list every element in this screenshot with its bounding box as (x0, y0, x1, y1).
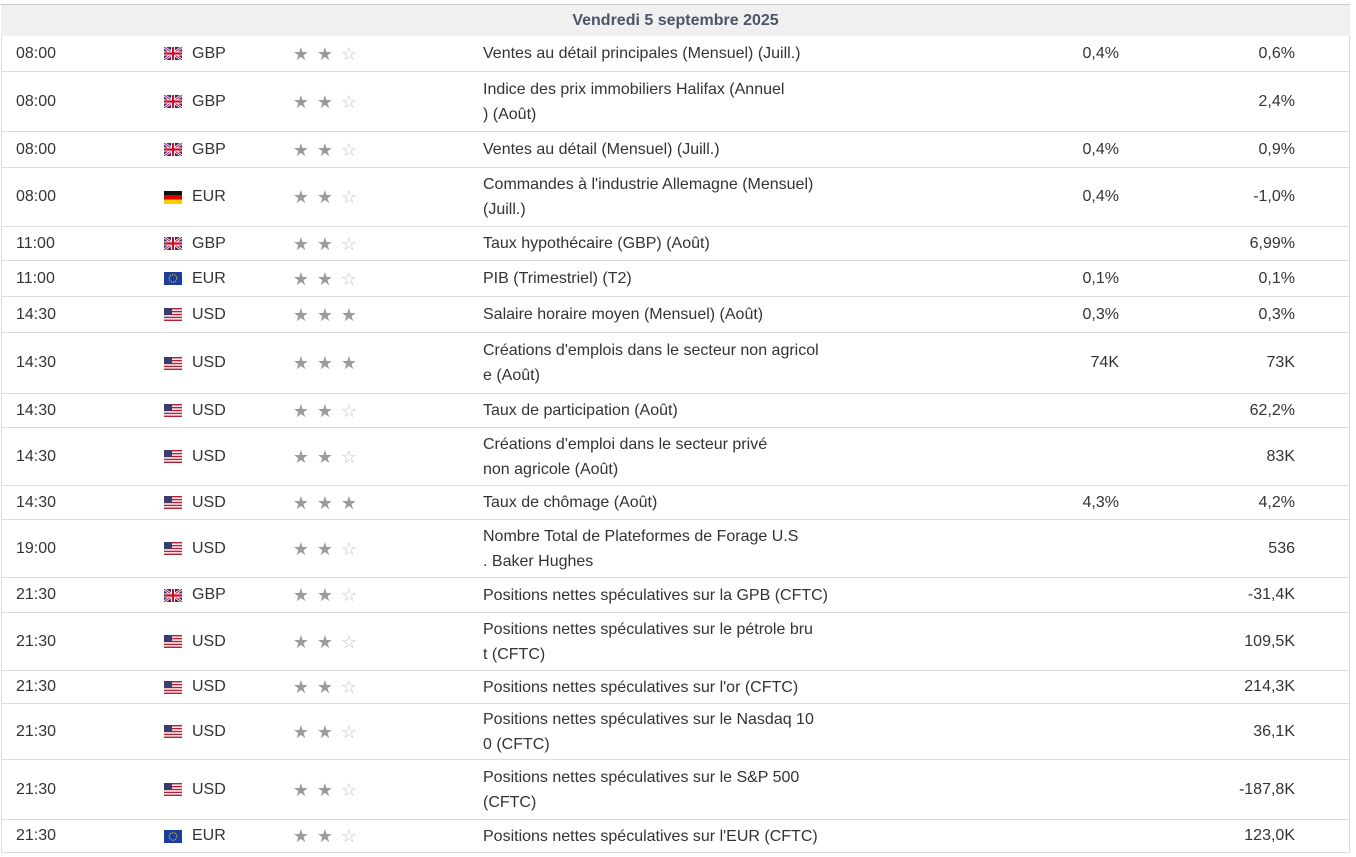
event-time: 08:00 (16, 44, 57, 62)
event-name[interactable] (483, 132, 868, 167)
star-filled-icon: ★ (340, 304, 358, 325)
event-name-line: Positions nettes spéculatives sur le S&P 500 (483, 768, 800, 786)
event-name[interactable] (483, 428, 868, 485)
currency-code: GBP (192, 92, 226, 110)
germany-flag-icon (164, 191, 182, 204)
star-filled-icon: ★ (316, 187, 334, 207)
star-outline-icon: ☆ (340, 268, 358, 289)
star-filled-icon: ★ (292, 677, 310, 697)
event-row[interactable] (1, 671, 1350, 704)
event-actual: 73K (1266, 354, 1295, 371)
event-name-line: Nombre Total de Plateformes de Forage U.S (483, 527, 799, 545)
event-name-line: t (CFTC) (483, 645, 546, 663)
event-name[interactable] (483, 820, 868, 852)
event-previous: 0,3% (1082, 305, 1119, 323)
event-name-line: Positions nettes spéculatives sur le Nasdaq 10 (483, 710, 814, 728)
event-previous: 0,4% (1082, 188, 1119, 205)
event-row[interactable] (1, 333, 1350, 394)
star-filled-icon: ★ (292, 187, 310, 207)
uk-flag-icon (164, 237, 182, 250)
event-name[interactable] (483, 168, 868, 226)
currency-code: USD (192, 539, 226, 557)
importance-rating (289, 520, 379, 577)
event-currency (164, 671, 284, 703)
event-name-line: Commandes à l'industrie Allemagne (Mensuel) (483, 176, 814, 193)
currency-code: EUR (192, 188, 226, 205)
event-actual: 536 (1268, 539, 1295, 557)
event-name[interactable] (483, 578, 868, 612)
currency-code: USD (192, 305, 226, 323)
event-name-line: non agricole (Août) (483, 460, 619, 478)
event-actual: -1,0% (1253, 188, 1295, 205)
star-filled-icon: ★ (292, 91, 310, 112)
star-outline-icon: ☆ (340, 400, 358, 421)
event-currency (164, 132, 284, 167)
star-outline-icon: ☆ (340, 677, 358, 697)
eu-flag-icon (164, 272, 182, 285)
star-filled-icon: ★ (292, 400, 310, 421)
event-previous (1002, 227, 1119, 260)
star-outline-icon: ☆ (340, 43, 358, 64)
event-time: 21:30 (16, 722, 57, 740)
star-outline-icon: ☆ (340, 91, 358, 112)
event-row[interactable] (1, 760, 1350, 820)
event-previous: 74K (1090, 354, 1119, 371)
event-currency (164, 227, 284, 260)
star-filled-icon: ★ (292, 139, 310, 160)
star-filled-icon: ★ (292, 233, 310, 254)
star-filled-icon: ★ (316, 353, 334, 373)
event-previous: 0,4% (1082, 44, 1119, 62)
event-row[interactable] (1, 428, 1350, 486)
currency-code: USD (192, 354, 226, 371)
event-name[interactable] (483, 613, 868, 670)
event-name[interactable] (483, 704, 868, 759)
event-currency (164, 578, 284, 612)
star-filled-icon: ★ (292, 43, 310, 64)
currency-code: GBP (192, 234, 226, 252)
star-outline-icon: ☆ (340, 631, 358, 652)
us-flag-icon (164, 725, 182, 738)
event-name-line: Indice des prix immobiliers Halifax (Annuel (483, 80, 785, 98)
star-filled-icon: ★ (292, 585, 310, 605)
event-previous (1002, 820, 1119, 852)
event-row[interactable] (1, 132, 1350, 168)
event-actual: -31,4K (1247, 586, 1295, 603)
event-name-line: Ventes au détail principales (Mensuel) (Juill.) (483, 45, 801, 62)
star-filled-icon: ★ (292, 304, 310, 325)
star-filled-icon: ★ (292, 631, 310, 652)
star-filled-icon: ★ (292, 353, 310, 373)
event-time: 21:30 (16, 827, 57, 844)
importance-rating (289, 297, 379, 332)
star-outline-icon: ☆ (340, 139, 358, 160)
event-row[interactable] (1, 704, 1350, 760)
event-previous (1002, 428, 1119, 485)
currency-code: USD (192, 401, 226, 419)
currency-code: USD (192, 780, 226, 798)
star-filled-icon: ★ (292, 826, 310, 846)
event-row[interactable] (1, 520, 1350, 578)
event-previous (1002, 520, 1119, 577)
event-name-line: 0 (CFTC) (483, 735, 550, 753)
importance-rating (289, 394, 379, 427)
event-currency (164, 704, 284, 759)
star-outline-icon: ☆ (340, 538, 358, 559)
event-row[interactable] (1, 168, 1350, 227)
currency-code: EUR (192, 827, 226, 844)
event-time: 08:00 (16, 140, 57, 158)
event-currency (164, 333, 284, 393)
event-time: 21:30 (16, 678, 57, 695)
date-header: Vendredi 5 septembre 2025 (1, 4, 1350, 37)
event-row[interactable] (1, 820, 1350, 853)
event-row[interactable] (1, 578, 1350, 613)
currency-code: GBP (192, 586, 226, 603)
event-previous (1002, 72, 1119, 131)
star-filled-icon: ★ (316, 268, 334, 289)
importance-rating (289, 760, 379, 819)
uk-flag-icon (164, 95, 182, 108)
star-filled-icon: ★ (316, 538, 334, 559)
event-currency (164, 36, 284, 71)
event-name-line: Taux de chômage (Août) (483, 494, 658, 511)
event-previous: 0,4% (1082, 140, 1119, 158)
event-name[interactable] (483, 520, 868, 577)
event-time: 14:30 (16, 305, 57, 323)
importance-rating (289, 578, 379, 612)
importance-rating (289, 428, 379, 485)
star-filled-icon: ★ (340, 492, 358, 513)
star-filled-icon: ★ (292, 446, 310, 467)
event-name-line: . Baker Hughes (483, 552, 594, 570)
star-filled-icon: ★ (316, 721, 334, 742)
event-actual: 0,1% (1258, 269, 1295, 287)
event-name-line: PIB (Trimestriel) (T2) (483, 270, 632, 287)
us-flag-icon (164, 450, 182, 463)
event-name-line: e (Août) (483, 367, 540, 384)
us-flag-icon (164, 783, 182, 796)
event-currency (164, 820, 284, 852)
event-previous (1002, 613, 1119, 670)
event-name-line: Créations d'emplois dans le secteur non agricol (483, 342, 819, 359)
us-flag-icon (164, 308, 182, 321)
importance-rating (289, 671, 379, 703)
event-time: 19:00 (16, 539, 57, 557)
event-time: 11:00 (16, 269, 55, 287)
event-time: 21:30 (16, 632, 57, 650)
event-name[interactable] (483, 261, 868, 296)
star-filled-icon: ★ (292, 492, 310, 513)
event-currency (164, 486, 284, 519)
event-name[interactable] (483, 227, 868, 260)
star-filled-icon: ★ (316, 677, 334, 697)
event-name[interactable] (483, 36, 868, 71)
us-flag-icon (164, 496, 182, 509)
event-previous (1002, 578, 1119, 612)
event-currency (164, 72, 284, 131)
importance-rating (289, 261, 379, 296)
importance-rating (289, 486, 379, 519)
event-actual: 214,3K (1244, 678, 1295, 695)
event-row[interactable] (1, 613, 1350, 671)
eu-flag-icon (164, 830, 182, 843)
currency-code: USD (192, 493, 226, 511)
event-time: 08:00 (16, 188, 57, 205)
event-currency (164, 760, 284, 819)
event-name-line: Positions nettes spéculatives sur la GPB (CFTC) (483, 586, 829, 604)
importance-rating (289, 36, 379, 71)
star-filled-icon: ★ (292, 721, 310, 742)
event-currency (164, 428, 284, 485)
star-filled-icon: ★ (292, 538, 310, 559)
event-name[interactable] (483, 297, 868, 332)
event-name-line: Créations d'emploi dans le secteur privé (483, 435, 768, 453)
event-name-line: (CFTC) (483, 793, 537, 811)
event-time: 14:30 (16, 447, 57, 465)
event-name-line: Ventes au détail (Mensuel) (Juill.) (483, 141, 720, 158)
event-row[interactable] (1, 394, 1350, 428)
event-row[interactable] (1, 36, 1350, 72)
importance-rating (289, 333, 379, 393)
event-row[interactable] (1, 486, 1350, 520)
event-row[interactable] (1, 261, 1350, 297)
event-name[interactable] (483, 333, 868, 393)
event-currency (164, 261, 284, 296)
star-filled-icon: ★ (316, 91, 334, 112)
event-name[interactable] (483, 671, 868, 703)
event-name-line: Positions nettes spéculatives sur l'EUR (CFTC) (483, 827, 818, 845)
event-previous (1002, 671, 1119, 703)
event-time: 14:30 (16, 493, 57, 511)
event-time: 14:30 (16, 401, 57, 419)
event-row[interactable] (1, 297, 1350, 333)
us-flag-icon (164, 542, 182, 555)
event-actual: 123,0K (1244, 827, 1295, 844)
star-filled-icon: ★ (316, 139, 334, 160)
star-filled-icon: ★ (316, 304, 334, 325)
star-filled-icon: ★ (292, 268, 310, 289)
event-name-line: Taux hypothécaire (GBP) (Août) (483, 235, 710, 252)
currency-code: GBP (192, 44, 226, 62)
star-filled-icon: ★ (316, 492, 334, 513)
star-outline-icon: ☆ (340, 233, 358, 254)
event-name-line: (Juill.) (483, 201, 526, 218)
star-filled-icon: ★ (316, 43, 334, 64)
uk-flag-icon (164, 47, 182, 60)
event-name[interactable] (483, 394, 868, 427)
event-time: 14:30 (16, 354, 57, 371)
star-outline-icon: ☆ (340, 779, 358, 800)
event-name-line: Positions nettes spéculatives sur le pétrole bru (483, 620, 813, 638)
event-previous (1002, 704, 1119, 759)
uk-flag-icon (164, 143, 182, 156)
star-filled-icon: ★ (316, 631, 334, 652)
star-filled-icon: ★ (316, 400, 334, 421)
event-name-line: Positions nettes spéculatives sur l'or (CFTC) (483, 678, 799, 696)
event-actual: 2,4% (1258, 92, 1295, 110)
us-flag-icon (164, 404, 182, 417)
event-actual: 62,2% (1249, 401, 1295, 419)
event-actual: 0,3% (1258, 305, 1295, 323)
event-actual: 36,1K (1253, 722, 1295, 740)
event-name-line: Salaire horaire moyen (Mensuel) (Août) (483, 306, 764, 323)
event-actual: 0,6% (1258, 44, 1295, 62)
event-actual: 109,5K (1244, 632, 1295, 650)
economic-calendar (1, 0, 1350, 853)
event-actual: 6,99% (1249, 234, 1295, 252)
star-filled-icon: ★ (316, 826, 334, 846)
event-time: 21:30 (16, 586, 57, 603)
event-currency (164, 297, 284, 332)
currency-code: GBP (192, 140, 226, 158)
event-row[interactable] (1, 227, 1350, 261)
star-outline-icon: ☆ (340, 721, 358, 742)
event-name-line: ) (Août) (483, 105, 537, 123)
event-time: 21:30 (16, 780, 57, 798)
importance-rating (289, 613, 379, 670)
event-actual: 83K (1266, 447, 1295, 465)
currency-code: USD (192, 632, 226, 650)
star-outline-icon: ☆ (340, 446, 358, 467)
uk-flag-icon (164, 589, 182, 602)
importance-rating (289, 704, 379, 759)
event-actual: 0,9% (1258, 140, 1295, 158)
star-filled-icon: ★ (340, 353, 358, 373)
importance-rating (289, 72, 379, 131)
importance-rating (289, 132, 379, 167)
us-flag-icon (164, 635, 182, 648)
event-currency (164, 394, 284, 427)
event-previous: 0,1% (1082, 269, 1119, 287)
event-previous (1002, 394, 1119, 427)
currency-code: USD (192, 447, 226, 465)
event-time: 11:00 (16, 234, 55, 252)
event-name[interactable] (483, 72, 868, 131)
currency-code: USD (192, 678, 226, 695)
star-filled-icon: ★ (316, 233, 334, 254)
event-name[interactable] (483, 760, 868, 819)
event-previous: 4,3% (1082, 493, 1119, 511)
us-flag-icon (164, 357, 182, 370)
event-actual: 4,2% (1258, 493, 1295, 511)
event-actual: -187,8K (1238, 780, 1295, 798)
importance-rating (289, 227, 379, 260)
importance-rating (289, 168, 379, 226)
event-currency (164, 613, 284, 670)
star-outline-icon: ☆ (340, 585, 358, 605)
currency-code: USD (192, 722, 226, 740)
event-currency (164, 520, 284, 577)
event-previous (1002, 760, 1119, 819)
star-filled-icon: ★ (316, 446, 334, 467)
event-currency (164, 168, 284, 226)
event-time: 08:00 (16, 92, 57, 110)
currency-code: EUR (192, 269, 226, 287)
event-name-line: Taux de participation (Août) (483, 402, 678, 419)
event-row[interactable] (1, 72, 1350, 132)
star-filled-icon: ★ (316, 585, 334, 605)
star-outline-icon: ☆ (340, 187, 358, 207)
star-filled-icon: ★ (292, 779, 310, 800)
star-filled-icon: ★ (316, 779, 334, 800)
event-name[interactable] (483, 486, 868, 519)
importance-rating (289, 820, 379, 852)
star-outline-icon: ☆ (340, 826, 358, 846)
us-flag-icon (164, 681, 182, 694)
